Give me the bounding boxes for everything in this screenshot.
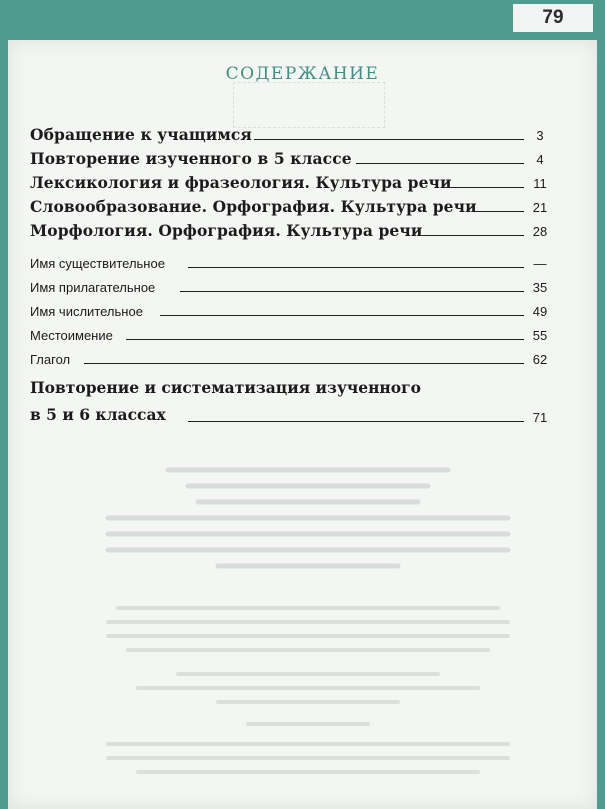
- leader-line: [84, 363, 524, 364]
- toc-subentry-title: Имя прилагательное: [30, 280, 156, 295]
- bleed-through-lines: [98, 600, 518, 780]
- toc-entry[interactable]: [8, 218, 597, 238]
- bleed-through-lines: [98, 460, 518, 580]
- toc-subentry-title: Имя существительное: [30, 256, 165, 271]
- leader-line: [356, 163, 524, 164]
- toc-entry-title: Обращение к учащимся: [30, 124, 252, 144]
- toc-subentry-title: Местоимение: [30, 328, 113, 343]
- toc-entry-title: Лексикология и фразеология. Культура речи: [30, 172, 452, 192]
- toc-entry-title: Повторение изученного в 5 классе: [30, 148, 352, 168]
- leader-line: [160, 315, 524, 316]
- toc-subentry[interactable]: [8, 254, 597, 270]
- toc-entry-title: Словообразование. Орфография. Культура речи: [30, 196, 477, 216]
- bleed-through-texture: [98, 600, 518, 780]
- leader-line: [422, 235, 524, 236]
- bleed-through-texture: [98, 460, 518, 580]
- toc-entry-title: Морфология. Орфография. Культура речи: [30, 220, 423, 240]
- toc-entry-page: 11: [533, 176, 547, 191]
- toc-entry-page: 71: [532, 410, 548, 425]
- page-number: 79: [513, 4, 593, 32]
- toc-entry-page: 28: [532, 224, 548, 239]
- toc-entry-page: 21: [532, 200, 548, 215]
- leader-line: [254, 139, 524, 140]
- toc-subentry-page: 35: [532, 280, 548, 295]
- toc-entry-final[interactable]: [8, 380, 597, 428]
- toc-entry[interactable]: [8, 122, 597, 142]
- toc-entry-title-line2: в 5 и 6 классах: [30, 405, 166, 424]
- toc-subentry[interactable]: [8, 278, 597, 294]
- toc-subentry-title: Имя числительное: [30, 304, 143, 319]
- leader-line: [444, 187, 524, 188]
- toc-entry[interactable]: [8, 194, 597, 214]
- toc-subentry[interactable]: [8, 326, 597, 342]
- contents-page: [8, 40, 597, 809]
- contents-heading: СОДЕРЖАНИЕ: [225, 64, 380, 84]
- leader-line: [126, 339, 524, 340]
- leader-line: [188, 421, 524, 422]
- toc-subentry[interactable]: [8, 302, 597, 318]
- leader-line: [474, 211, 524, 212]
- toc-entry[interactable]: [8, 146, 597, 166]
- toc-subentry-page: 49: [532, 304, 548, 319]
- toc-subentry[interactable]: [8, 350, 597, 366]
- leader-line: [188, 267, 524, 268]
- toc-subentry-title: Глагол: [30, 352, 71, 367]
- toc-subentry-page: —: [533, 256, 547, 271]
- toc-entry-page: 3: [536, 128, 544, 143]
- toc-subentry-page: 55: [532, 328, 548, 343]
- leader-line: [180, 291, 524, 292]
- toc-subentry-page: 62: [532, 352, 548, 367]
- toc-entry-title-line1: Повторение и систематизация изученного: [30, 378, 421, 397]
- toc-entry[interactable]: [8, 170, 597, 190]
- toc-entry-page: 4: [536, 152, 544, 167]
